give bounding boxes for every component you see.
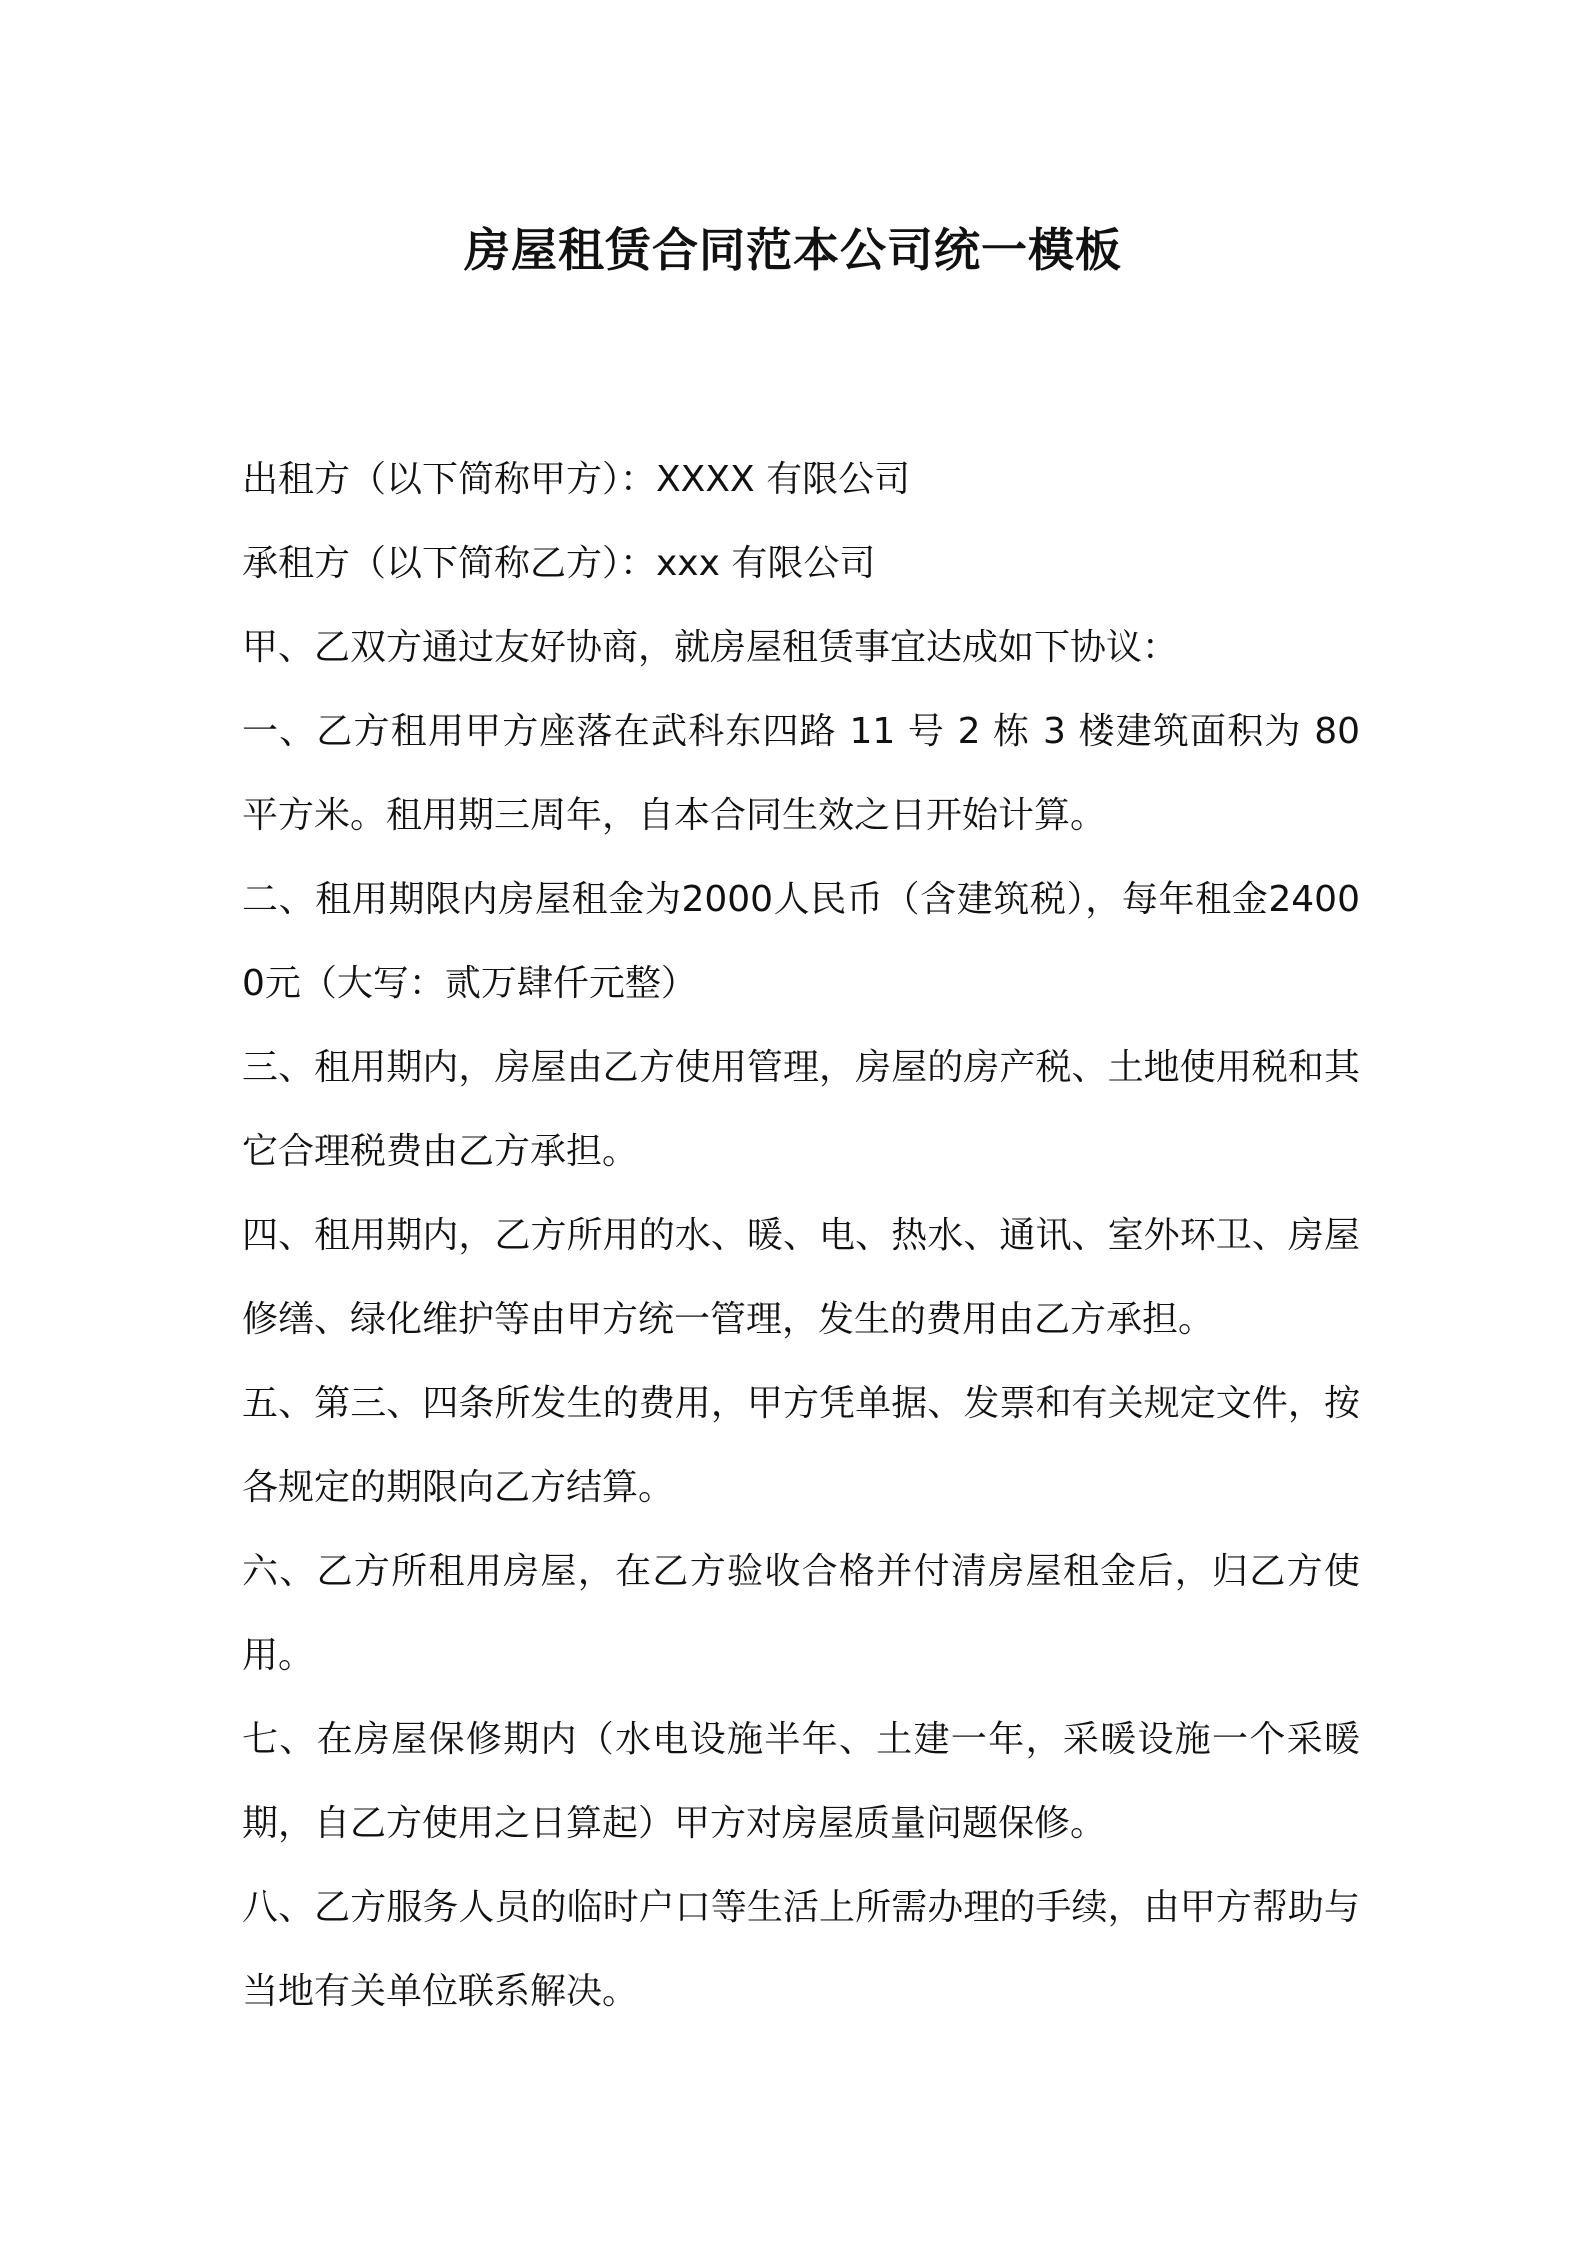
lessor-line: 出租方（以下简称甲方）：XXXX 有限公司 <box>242 459 911 500</box>
clause-7: 七、在房屋保修期内（水电设施半年、土建一年，采暖设施一个采暖期，自乙方使用之日算起）甲方对房屋质量问题保修。 <box>242 1719 1360 1844</box>
agreement-intro: 甲、乙双方通过友好协商，就房屋租赁事宜达成如下协议： <box>242 627 1179 668</box>
clause-8: 八、乙方服务人员的临时户口等生活上所需办理的手续，由甲方帮助与当地有关单位联系解决。 <box>242 1887 1360 2012</box>
contract-body <box>242 438 1360 2034</box>
clause-4: 四、租用期内，乙方所用的水、暖、电、热水、通讯、室外环卫、房屋修缮、绿化维护等由甲方统一管理，发生的费用由乙方承担。 <box>242 1215 1360 1340</box>
clause-1: 一、乙方租用甲方座落在武科东四路 11 号 2 栋 3 楼建筑面积为 80 平方米。租用期三周年，自本合同生效之日开始计算。 <box>242 711 1360 836</box>
document-title: 房屋租赁合同范本公司统一模板 <box>464 223 1122 277</box>
clause-2: 二、租用期限内房屋租金为2000人民币（含建筑税），每年租金24000元（大写：贰万肆仟元整） <box>242 879 1360 1004</box>
clause-3: 三、租用期内，房屋由乙方使用管理，房屋的房产税、土地使用税和其它合理税费由乙方承担。 <box>242 1047 1360 1172</box>
clause-5: 五、第三、四条所发生的费用，甲方凭单据、发票和有关规定文件，按各规定的期限向乙方结算。 <box>242 1383 1360 1508</box>
clause-6: 六、乙方所租用房屋，在乙方验收合格并付清房屋租金后，归乙方使用。 <box>242 1551 1360 1676</box>
lessee-line: 承租方（以下简称乙方）：xxx 有限公司 <box>242 543 876 584</box>
